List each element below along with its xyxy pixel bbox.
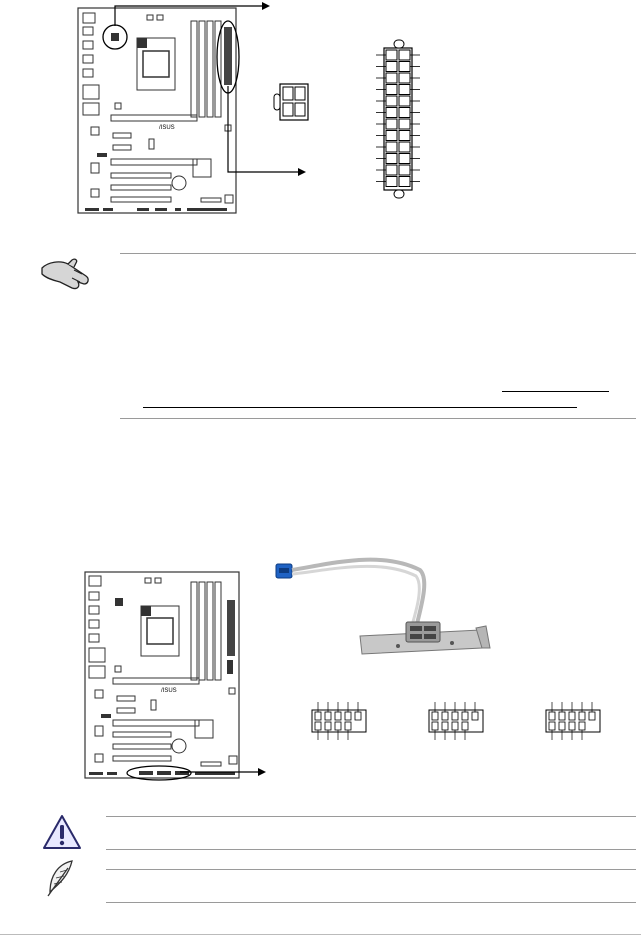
note2-top-rule [106, 869, 636, 870]
usb-header-pin [452, 722, 458, 730]
usb-header-pin [569, 722, 575, 730]
pin-24pin-left [386, 96, 397, 106]
usb-header-pin [559, 712, 565, 720]
usb-header-pin [335, 722, 341, 730]
usb-header-pin [442, 722, 448, 730]
caution-top-rule [106, 816, 636, 817]
usb-header-pin [579, 712, 585, 720]
page-footer-rule [0, 934, 641, 935]
board-logo-bottom: /ISUS [161, 688, 177, 694]
usb-header-pin [315, 722, 321, 730]
pin-24pin-right [399, 50, 410, 60]
pin-24pin-left [386, 119, 397, 129]
pin-24pin-left [386, 85, 397, 95]
pin-24pin-left [386, 62, 397, 72]
pin-24pin-left [386, 50, 397, 60]
usb-header-pinout-2 [425, 700, 487, 742]
usb-header-pin [345, 712, 351, 720]
usb-header-pinout-3 [542, 700, 604, 742]
usb-header-pin [355, 712, 361, 720]
usb-header-pin [315, 712, 321, 720]
note-underline-2 [143, 407, 577, 408]
usb-header-pin [579, 722, 585, 730]
note-bottom-rule [120, 418, 636, 419]
pin-24pin-left [386, 165, 397, 175]
board-logo: /ISUS [159, 125, 175, 131]
pin-24pin-right [399, 62, 410, 72]
usb-header-pin [452, 712, 458, 720]
pin-24pin-right [399, 85, 410, 95]
pin-24pin-left [386, 73, 397, 83]
caution-bottom-rule [106, 849, 636, 850]
caution-triangle-icon [42, 814, 82, 850]
pin-24pin-right [399, 73, 410, 83]
pin-24pin-left [386, 108, 397, 118]
pin-24pin-right [399, 96, 410, 106]
pin-24pin-right [399, 119, 410, 129]
usb-header-pin [335, 712, 341, 720]
usb-header-pin [432, 722, 438, 730]
atx-4pin-connector-drawing [272, 80, 312, 124]
hand-note-icon [38, 254, 96, 294]
pin-24pin-right [399, 154, 410, 164]
usb-header-pinout-1 [308, 700, 370, 742]
usb-header-pin [472, 712, 478, 720]
atx-24pin-connector-drawing [368, 38, 428, 200]
pin-24pin-left [386, 142, 397, 152]
pin-24pin-right [399, 177, 410, 187]
usb-header-pin [549, 722, 555, 730]
usb-header-pin [549, 712, 555, 720]
note-underline-1 [502, 391, 609, 392]
motherboard-diagram-bottom [83, 570, 243, 782]
usb-header-pin [559, 722, 565, 730]
usb-header-pin [462, 722, 468, 730]
leader-lines-top [0, 0, 641, 230]
usb-header-pin [345, 722, 351, 730]
usb-header-pin [442, 712, 448, 720]
usb-header-pin [432, 712, 438, 720]
usb-header-pin [589, 712, 595, 720]
pin-24pin-right [399, 165, 410, 175]
pin-24pin-right [399, 108, 410, 118]
pin-24pin-right [399, 131, 410, 141]
leader-line-bottom [180, 764, 270, 780]
usb-header-pin [325, 712, 331, 720]
pin-24pin-right [399, 142, 410, 152]
pin-24pin-left [386, 154, 397, 164]
pin-24pin-left [386, 177, 397, 187]
note2-bottom-rule [106, 902, 636, 903]
usb-bracket-cable-illustration [270, 540, 500, 660]
usb-header-pin [569, 712, 575, 720]
usb-header-pin [462, 712, 468, 720]
pin-24pin-left [386, 131, 397, 141]
usb-header-pin [325, 722, 331, 730]
feather-note-icon [44, 858, 78, 898]
note-top-rule [120, 253, 636, 254]
